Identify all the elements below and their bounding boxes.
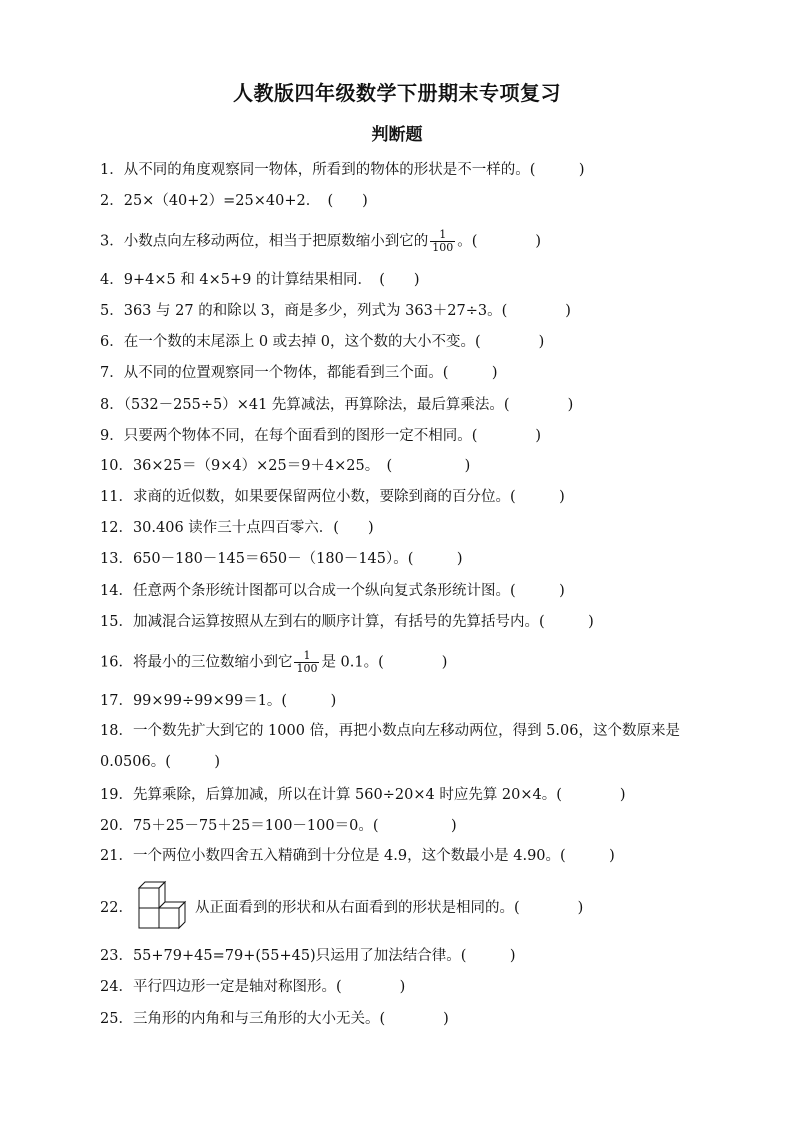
question-text: 平行四边形一定是轴对称图形。( ) — [132, 979, 406, 995]
question-number: 10． — [100, 458, 133, 474]
question-12 — [100, 518, 694, 538]
question-number: 5． — [100, 303, 124, 319]
question-text-tail: 是 0.1。( ) — [321, 654, 448, 671]
question-number: 9． — [100, 428, 124, 444]
question-text: 三角形的内角和与三角形的大小无关。( ) — [132, 1011, 449, 1027]
question-8 — [100, 395, 694, 415]
question-number: 3． — [100, 233, 124, 250]
question-18 — [100, 716, 686, 778]
question-number: 22． — [100, 900, 133, 916]
question-text-tail: 。( ) — [457, 233, 542, 250]
page-subtitle: 判断题 — [371, 125, 423, 145]
question-11 — [100, 487, 694, 507]
question-6 — [100, 332, 694, 352]
page-title: 人教版四年级数学下册期末专项复习 — [233, 81, 561, 105]
question-text: 650－180－145＝650－（180－145）。( ) — [132, 551, 463, 567]
question-7 — [100, 363, 694, 383]
question-text: 任意两个条形统计图都可以合成一个纵向复式条形统计图。( ) — [132, 583, 565, 599]
question-number: 13． — [100, 551, 133, 567]
question-text: 9+4×5 和 4×5+9 的计算结果相同． ( ) — [123, 272, 420, 288]
question-1 — [100, 160, 694, 180]
question-2 — [100, 191, 694, 211]
question-22 — [100, 878, 694, 938]
question-17 — [100, 691, 694, 711]
question-text: 加减混合运算按照从左到右的顺序计算，有括号的先算括号内。( ) — [132, 614, 594, 630]
question-number: 1． — [100, 162, 124, 178]
question-number: 12． — [100, 520, 133, 536]
question-text: 99×99÷99×99＝1。( ) — [132, 693, 337, 709]
question-20 — [100, 816, 694, 836]
question-text: 36×25＝（9×4）×25＝9＋4×25。 ( ) — [132, 458, 471, 474]
question-number: 8． — [100, 397, 124, 413]
question-16 — [100, 650, 694, 675]
question-number: 23． — [100, 948, 133, 964]
question-number: 21． — [100, 848, 133, 864]
question-24 — [100, 977, 694, 997]
question-text: 求商的近似数，如果要保留两位小数，要除到商的百分位。( ) — [132, 489, 565, 505]
question-text: 只要两个物体不同，在每个面看到的图形一定不相同。( ) — [123, 428, 542, 444]
question-number: 24． — [100, 979, 133, 995]
question-number: 25． — [100, 1011, 133, 1027]
question-number: 6． — [100, 334, 124, 350]
question-25 — [100, 1009, 694, 1029]
question-number: 17． — [100, 693, 133, 709]
question-text: 55+79+45=79+(55+45)只运用了加法结合律。( ) — [132, 948, 516, 964]
question-number: 4． — [100, 272, 124, 288]
fraction-numerator: 1 — [294, 650, 319, 663]
question-text: 小数点向左移动两位，相当于把原数缩小到它的 — [123, 233, 429, 250]
question-15 — [100, 612, 694, 632]
question-13 — [100, 549, 694, 569]
question-text: 30.406 读作三十点四百零六．( ) — [132, 520, 374, 536]
question-text: 将最小的三位数缩小到它 — [132, 654, 293, 671]
question-23 — [100, 946, 694, 966]
question-number: 16． — [100, 654, 133, 671]
question-number: 14． — [100, 583, 133, 599]
question-10 — [100, 456, 694, 476]
question-4 — [100, 270, 694, 290]
fraction-denominator: 100 — [432, 241, 454, 254]
question-text: 在一个数的末尾添上 0 或去掉 0，这个数的大小不变。( ) — [123, 334, 545, 350]
question-14 — [100, 581, 694, 601]
question-text: （532－255÷5）×41 先算减法，再算除法，最后算乘法。( ) — [123, 397, 574, 413]
question-text: 一个两位小数四舍五入精确到十分位是 4.9，这个数最小是 4.90。( ) — [132, 848, 615, 864]
question-9 — [100, 426, 694, 446]
question-text: 从不同的角度观察同一物体，所看到的物体的形状是不一样的。( ) — [123, 162, 585, 178]
question-number: 2． — [100, 193, 124, 209]
fraction-denominator: 100 — [296, 662, 318, 675]
question-21 — [100, 846, 694, 866]
question-3 — [100, 229, 694, 254]
question-text: 25×（40+2）=25×40+2． ( ) — [123, 193, 368, 209]
question-number: 7． — [100, 365, 124, 381]
stacked-cubes-figure — [137, 878, 193, 938]
fraction-numerator: 1 — [430, 229, 455, 242]
question-19 — [100, 785, 694, 805]
question-number: 11． — [100, 489, 133, 505]
question-number: 19． — [100, 787, 133, 803]
question-5 — [100, 301, 694, 321]
question-text: 一个数先扩大到它的 1000 倍，再把小数点向左移动两位，得到 5.06，这个数原来是 0.0506。( ) — [100, 723, 680, 770]
question-number: 20． — [100, 818, 133, 834]
question-number: 18． — [100, 723, 133, 739]
question-text: 从正面看到的形状和从右面看到的形状是相同的。( ) — [194, 900, 584, 916]
question-text: 先算乘除，后算加减，所以在计算 560÷20×4 时应先算 20×4。( ) — [132, 787, 626, 803]
question-text: 从不同的位置观察同一个物体，都能看到三个面。( ) — [123, 365, 498, 381]
question-text: 75＋25－75＋25＝100－100＝0。( ) — [132, 818, 457, 834]
fraction — [430, 229, 455, 254]
fraction — [294, 650, 319, 675]
question-text: 363 与 27 的和除以 3，商是多少，列式为 363＋27÷3。( ) — [123, 303, 571, 319]
question-number: 15． — [100, 614, 133, 630]
cubes-drawing — [137, 878, 193, 932]
